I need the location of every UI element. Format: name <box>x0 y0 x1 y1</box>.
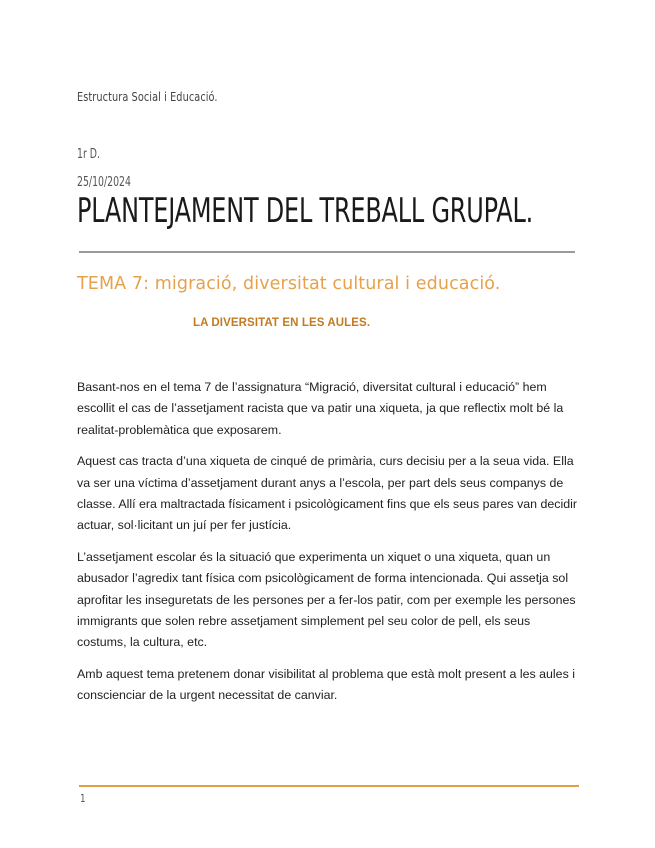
course-name: Estructura Social i Educació. <box>77 89 218 104</box>
paragraph: Basant-nos en el tema 7 de l’assignatura “Migració, diversitat cultural i educació” hem escollit el cas de l’assetjament racista que va patir una xiqueta, ja que reflectix molt bé la realitat-problemàtica que exposarem. <box>77 380 564 437</box>
page-number: 1 <box>80 792 86 805</box>
title-divider <box>79 251 575 253</box>
footer-divider <box>79 785 579 787</box>
section-subtitle: LA DIVERSITAT EN LES AULES. <box>193 317 371 329</box>
document-title: PLANTEJAMENT DEL TREBALL GRUPAL. <box>77 191 534 231</box>
group-label: 1r D. <box>77 147 100 162</box>
paragraph: Aquest cas tracta d’una xiqueta de cinqué de primària, curs decisiu per a la seua vida. Ella va ser una víctima d’assetjament durant anys a l’escola, per part dels seus companys de classe. Allí era maltractada físicament i psicològicament fins que els seus pares van decidir actuar, sol·licitant un juí per fer justícia. <box>77 454 577 533</box>
topic-heading: TEMA 7: migració, diversitat cultural i educació. <box>77 274 501 294</box>
document-date: 25/10/2024 <box>77 175 131 190</box>
paragraph: L’assetjament escolar és la situació que experimenta un xiquet o una xiqueta, quan un abusador l’agredix tant física com psicològicament de forma intencionada. Qui assetja sol aprofitar les inseguretats de les persones per a fer-los patir, com per exemple les persones immigrants que solen rebre assetjament simplement pel seu color de pell, els seus costums, la cultura, etc. <box>77 549 576 650</box>
paragraph: Amb aquest tema pretenem donar visibilitat al problema que està molt present a les aules i conscienciar de la urgent necessitat de canviar. <box>77 666 575 703</box>
body-text <box>77 377 582 717</box>
